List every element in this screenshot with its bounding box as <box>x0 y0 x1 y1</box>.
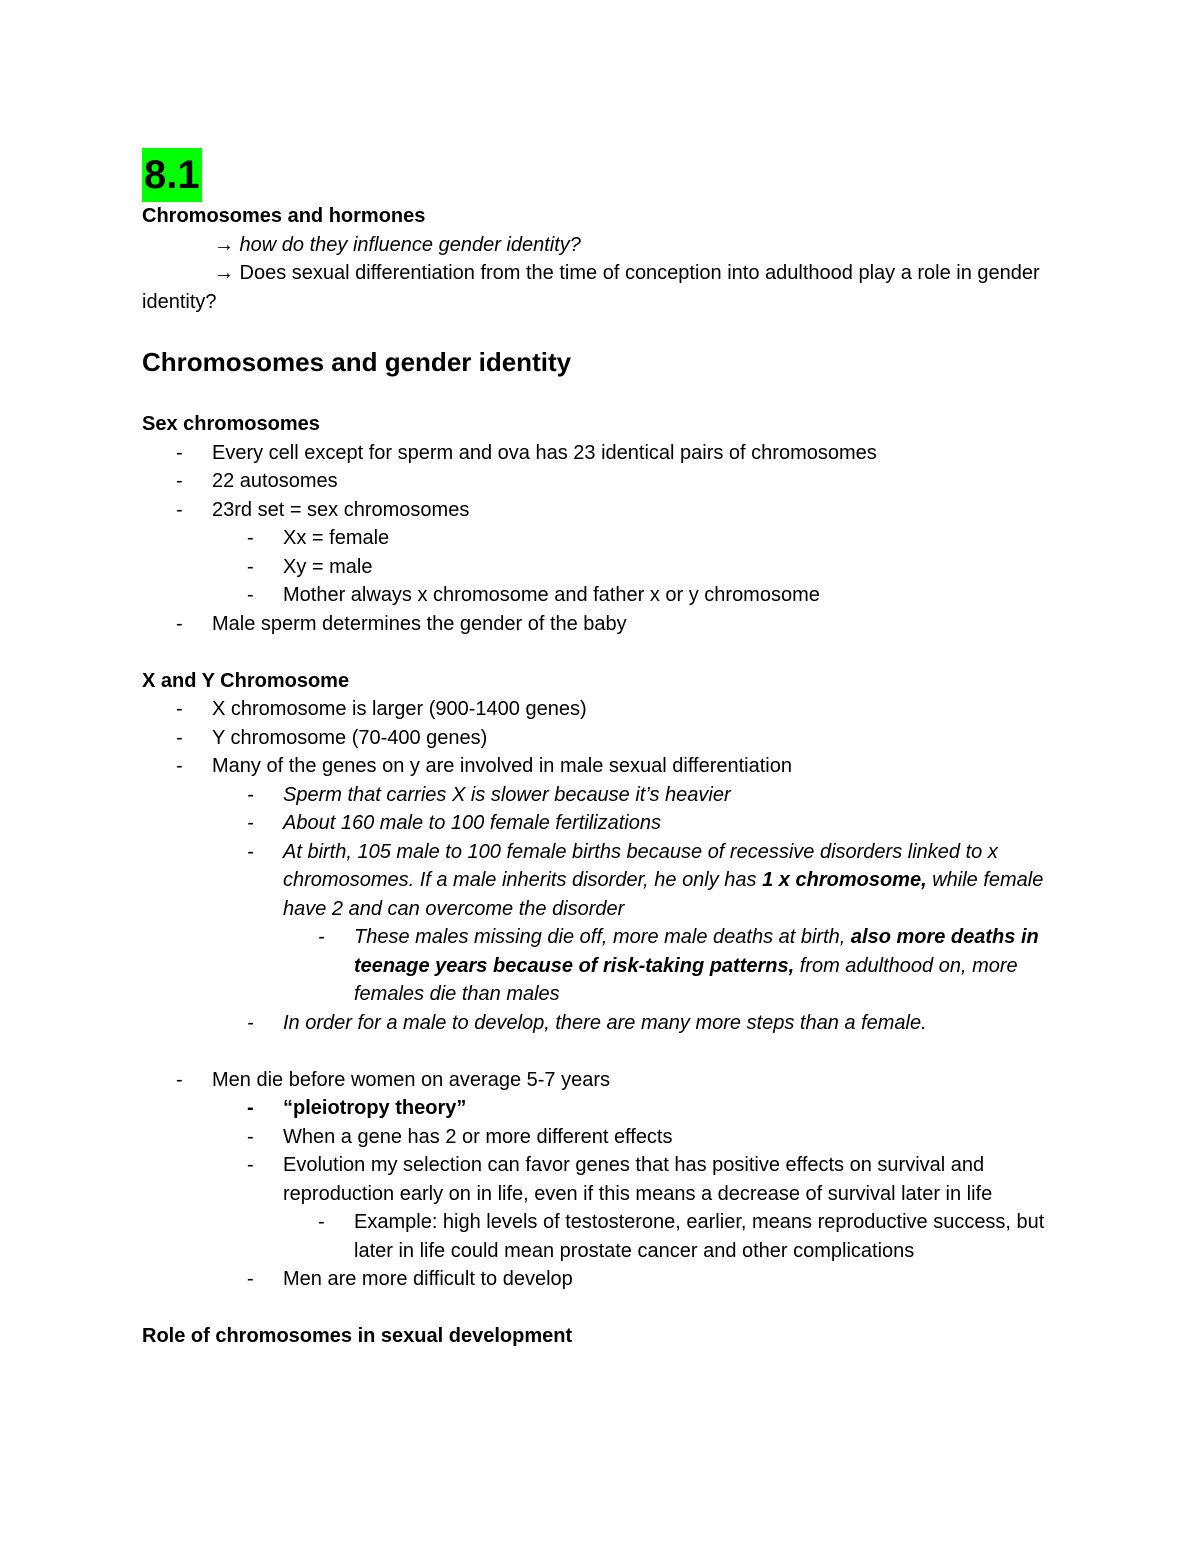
list-item-text: These males missing die off, more male deaths at birth, <box>354 926 851 948</box>
list-item: - Sperm that carries X is slower because it’s heavier <box>213 781 1062 810</box>
sex-chromosomes-title: Sex chromosomes <box>142 413 320 435</box>
list-item: - Evolution my selection can favor genes that has positive effects on survival and reproduction early on in life, even if this means a decrease of survival later in life <box>213 1151 1062 1208</box>
list-item: - About 160 male to 100 female fertilizations <box>213 809 1062 838</box>
emphasis-text: also more deaths in teenage years because of risk-taking patterns, <box>354 926 1039 977</box>
spacer <box>142 1294 1062 1323</box>
list-item: - 23rd set = sex chromosomes <box>142 496 1062 525</box>
main-heading: Chromosomes and gender identity <box>142 347 572 377</box>
list-item: - X chromosome is larger (900-1400 genes) <box>142 695 1062 724</box>
spacer <box>142 1037 1062 1066</box>
list-item: - When a gene has 2 or more different effects <box>213 1123 1062 1152</box>
spacer <box>142 638 1062 667</box>
list-item-text: from adulthood on, more females die than males <box>354 954 1018 1005</box>
emphasis-text: 1 x chromosome, <box>762 869 927 891</box>
list-item-text: while female have 2 and can overcome the disorder <box>283 869 1044 920</box>
xy-list <box>142 695 1062 1037</box>
sex-chromosomes-list <box>142 439 1062 639</box>
list-item: - Men die before women on average 5-7 years <box>142 1066 1062 1095</box>
list-item <box>213 838 1062 924</box>
role-title: Role of chromosomes in sexual development <box>142 1325 573 1347</box>
list-item <box>284 923 1062 1009</box>
section-number: 8.1 <box>142 148 202 202</box>
list-item: - “pleiotropy theory” <box>213 1094 1062 1123</box>
list-item: - In order for a male to develop, there are many more steps than a female. <box>213 1009 1062 1038</box>
list-item: - Men are more difficult to develop <box>213 1265 1062 1294</box>
list-item: - Many of the genes on y are involved in male sexual differentiation <box>142 752 1062 781</box>
list-item: - 22 autosomes <box>142 467 1062 496</box>
intro-title: Chromosomes and hormones <box>142 205 426 227</box>
list-item-text: At birth, 105 male to 100 female births because of recessive disorders linked to x chromosomes. If a male inherits disorder, he only has <box>283 840 998 891</box>
list-item: - Y chromosome (70-400 genes) <box>142 724 1062 753</box>
section-number-heading <box>142 148 1062 202</box>
list-item: - Male sperm determines the gender of the baby <box>142 610 1062 639</box>
list-item: - Example: high levels of testosterone, earlier, means reproductive success, but later in life could mean prostate cancer and other complications <box>284 1208 1062 1265</box>
list-item: - Every cell except for sperm and ova has 23 identical pairs of chromosomes <box>142 439 1062 468</box>
xy-title: X and Y Chromosome <box>142 669 350 692</box>
longevity-list <box>142 1066 1062 1294</box>
document-page <box>142 148 1062 1351</box>
list-item: - Xx = female <box>213 524 1062 553</box>
list-item: - Mother always x chromosome and father x or y chromosome <box>213 581 1062 610</box>
intro-question-2: → Does sexual differentiation from the time of conception into adulthood play a role in gender identity? <box>142 262 1040 313</box>
list-item: - Xy = male <box>213 553 1062 582</box>
intro-question-1: → how do they influence gender identity? <box>214 233 581 256</box>
